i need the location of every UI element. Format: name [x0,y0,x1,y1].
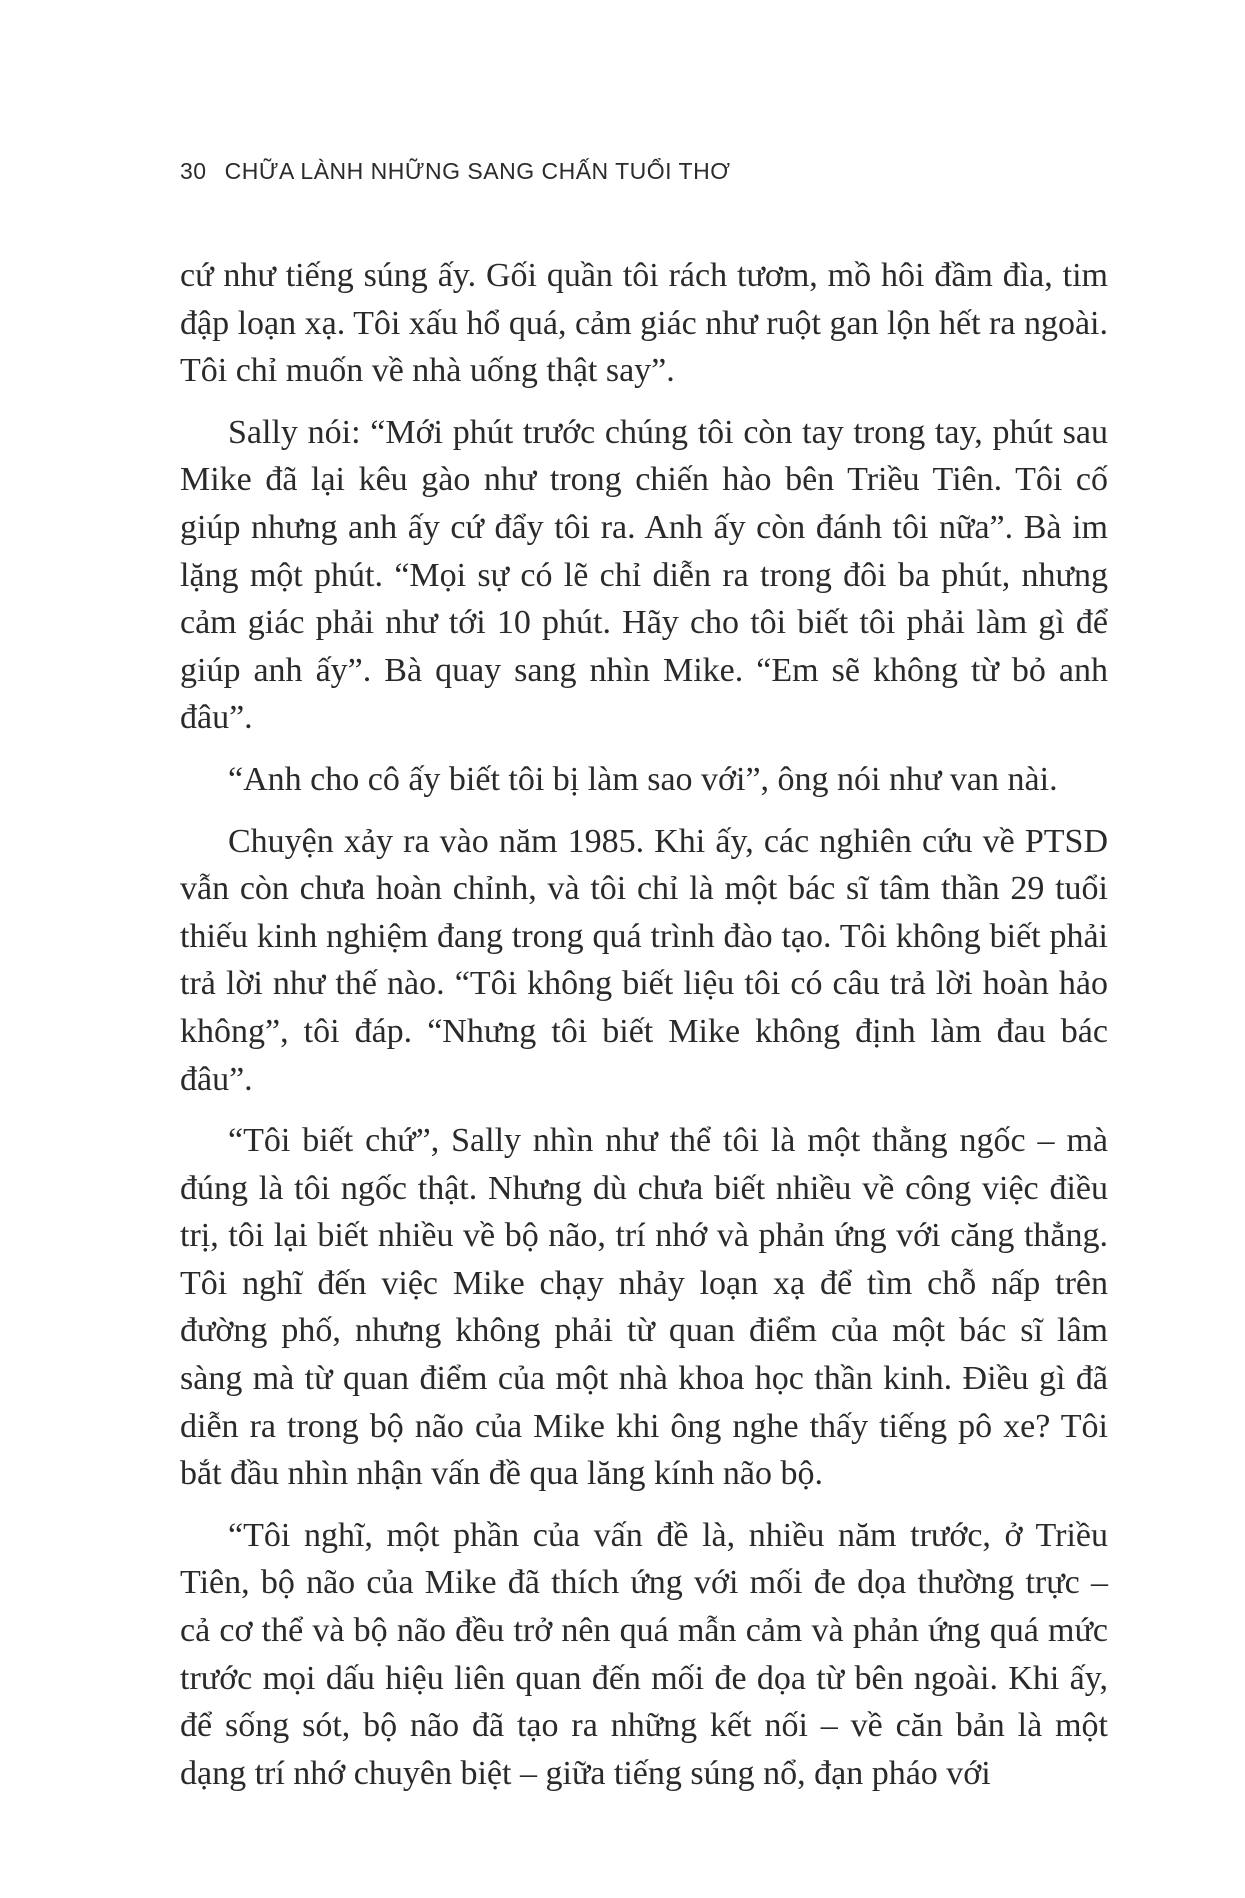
book-title: CHỮA LÀNH NHỮNG SANG CHẤN TUỔI THƠ [224,158,731,184]
paragraph: Sally nói: “Mới phút trước chúng tôi còn tay trong tay, phút sau Mike đã lại kêu gào như trong chiến hào bên Triều Tiên. Tôi cố giúp nhưng anh ấy cứ đẩy tôi ra. Anh ấy còn đánh tôi nữa”. Bà im lặng một phút. “Mọi sự có lẽ chỉ diễn ra trong đôi ba phút, nhưng cảm giác phải như tới 10 phút. Hãy cho tôi biết tôi phải làm gì để giúp anh ấy”. Bà quay sang nhìn Mike. “Em sẽ không từ bỏ anh đâu”. [180,413,1108,737]
paragraph: “Anh cho cô ấy biết tôi bị làm sao với”, ông nói như van nài. [228,760,1058,798]
paragraph: “Tôi biết chứ”, Sally nhìn như thể tôi là một thằng ngốc – mà đúng là tôi ngốc thật. Nhưng dù chưa biết nhiều về công việc điều trị, tôi lại biết nhiều về bộ não, trí nhớ và phản ứng với căng thẳng. Tôi nghĩ đến việc Mike chạy nhảy loạn xạ để tìm chỗ nấp trên đường phố, nhưng không phải từ quan điểm của một bác sĩ lâm sàng mà từ quan điểm của một nhà khoa học thần kinh. Điều gì đã diễn ra trong bộ não của Mike khi ông nghe thấy tiếng pô xe? Tôi bắt đầu nhìn nhận vấn đề qua lăng kính não bộ. [180,1122,1108,1493]
running-header [180,158,730,185]
paragraph: “Tôi nghĩ, một phần của vấn đề là, nhiều năm trước, ở Triều Tiên, bộ não của Mike đã thích ứng với mối đe dọa thường trực – cả cơ thể và bộ não đều trở nên quá mẫn cảm và phản ứng quá mức trước mọi dấu hiệu liên quan đến mối đe dọa từ bên ngoài. Khi ấy, để sống sót, bộ não đã tạo ra những kết nối – về căn bản là một dạng trí nhớ chuyên biệt – giữa tiếng súng nổ, đạn pháo với [180,1516,1108,1792]
page-number: 30 [180,158,207,184]
paragraph: cứ như tiếng súng ấy. Gối quần tôi rách tươm, mồ hôi đầm đìa, tim đập loạn xạ. Tôi xấu hổ quá, cảm giác như ruột gan lộn hết ra ngoài. Tôi chỉ muốn về nhà uống thật say”. [180,257,1108,390]
paragraph: Chuyện xảy ra vào năm 1985. Khi ấy, các nghiên cứu về PTSD vẫn còn chưa hoàn chỉnh, và tôi chỉ là một bác sĩ tâm thần 29 tuổi thiếu kinh nghiệm đang trong quá trình đào tạo. Tôi không biết phải trả lời như thế nào. “Tôi không biết liệu tôi có câu trả lời hoàn hảo không”, tôi đáp. “Nhưng tôi biết Mike không định làm đau bác đâu”. [180,822,1108,1098]
body-text [180,252,1108,1811]
